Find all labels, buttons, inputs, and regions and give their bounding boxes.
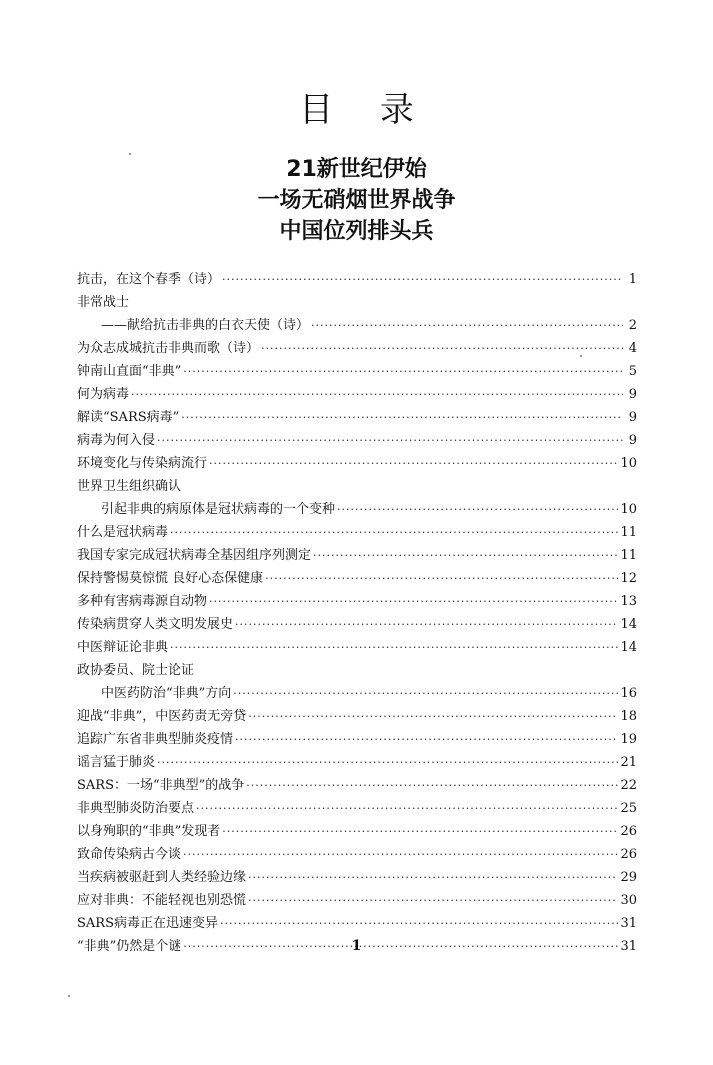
toc-entry-page: 14 [620,617,637,632]
toc-entry-page: 10 [620,456,637,471]
toc-entry [77,797,637,820]
toc-entry-title: 解读“SARS病毒” [77,410,180,425]
toc-entry [77,613,637,636]
toc-entry-title: 追踪广东省非典型肺炎疫情 [77,732,234,747]
toc-entry [77,521,637,544]
toc-entry-page: 11 [620,548,637,563]
toc-entry-title: 为众志成城抗击非典而歌（诗） [77,341,260,356]
toc-entry [77,360,637,383]
table-of-contents [77,268,637,958]
toc-entry-title: SARS：一场“非典型”的战争 [77,778,245,793]
dot-leader [235,728,618,751]
toc-entry [77,544,637,567]
toc-entry [77,636,637,659]
scan-speck [129,153,131,155]
dot-leader [170,521,618,544]
dot-leader [337,498,618,521]
toc-entry-title: 非典型肺炎防治要点 [77,801,195,816]
toc-entry-page: 12 [620,571,637,586]
section-title [0,154,713,247]
toc-entry-title: 以身殉职的“非典”发现者 [77,824,221,839]
toc-entry-page: 10 [620,502,637,517]
scan-speck [580,355,582,357]
toc-entry-page: 22 [620,778,637,793]
toc-entry-title: 谣言猛于肺炎 [77,755,156,770]
toc-entry-title: 传染病贯穿人类文明发展史 [77,617,234,632]
toc-entry-title: 中医药防治“非典”方向 [101,686,232,701]
dot-leader [181,406,623,429]
toc-entry-title: 引起非典的病原体是冠状病毒的一个变种 [101,502,336,517]
dot-leader [170,636,618,659]
toc-entry [77,452,637,475]
dot-leader [196,797,618,820]
toc-entry-page: 19 [620,732,637,747]
dot-leader [157,429,623,452]
toc-entry-title: 病毒为何入侵 [77,433,156,448]
toc-entry-page: 9 [628,410,637,425]
toc-entry-page: 5 [628,364,637,379]
toc-entry [77,728,637,751]
toc-entry [77,843,637,866]
toc-entry-page: 16 [620,686,637,701]
toc-entry [77,383,637,406]
toc-entry-title: 何为病毒 [77,387,130,402]
toc-entry [77,406,637,429]
page-title: 目 录 [299,90,432,130]
toc-entry [77,820,637,843]
dot-leader [209,452,618,475]
toc-entry [77,912,637,935]
dot-leader [235,613,618,636]
toc-entry-page: 26 [620,824,637,839]
dot-leader [222,820,618,843]
toc-entry-page: 18 [620,709,637,724]
toc-entry-title: 政协委员、院士论证 [77,663,195,678]
scan-speck [68,995,70,997]
toc-entry-title: 非常战士 [77,295,130,310]
toc-entry-page: 4 [628,341,637,356]
toc-entry-title: SARS病毒正在迅速变异 [77,916,218,931]
toc-entry-title: 迎战“非典”，中医药责无旁贷 [77,709,247,724]
toc-entry-title: 我国专家完成冠状病毒全基因组序列测定 [77,548,312,563]
toc-entry-page: 14 [620,640,637,655]
toc-entry-title: 钟南山直面“非典” [77,364,182,379]
dot-leader [220,912,618,935]
toc-entry-page: 29 [620,870,637,885]
toc-entry-page: 21 [620,755,637,770]
dot-leader [183,843,618,866]
page-number: 1 [351,938,362,954]
dot-leader [183,360,623,383]
toc-entry [77,774,637,797]
toc-entry [77,659,637,682]
toc-entry-title: 世界卫生组织确认 [77,479,182,494]
dot-leader [222,268,623,291]
toc-entry [77,751,637,774]
toc-entry [77,866,637,889]
toc-entry [77,590,637,613]
dot-leader [265,567,618,590]
dot-leader [233,682,618,705]
dot-leader [209,590,618,613]
toc-entry [77,889,637,912]
toc-entry [77,337,637,360]
section-title-line-3: 中国位列排头兵 [279,219,434,244]
toc-entry [77,429,637,452]
toc-entry [77,567,637,590]
toc-entry-title: ——献给抗击非典的白衣天使（诗） [101,318,310,333]
toc-entry-title: 致命传染病古今谈 [77,847,182,862]
toc-entry-page: 11 [620,525,637,540]
toc-entry-title: 什么是冠状病毒 [77,525,169,540]
dot-leader [157,751,618,774]
toc-entry-page: 25 [620,801,637,816]
dot-leader [248,866,618,889]
toc-entry-page: 2 [628,318,637,333]
toc-entry-page: 30 [620,893,637,908]
dot-leader [313,544,618,567]
dot-leader [246,774,618,797]
toc-entry-page: 9 [628,433,637,448]
toc-entry [77,475,637,498]
section-title-line-1: 21新世纪伊始 [286,157,427,182]
toc-entry [77,268,637,291]
toc-entry-page: 1 [628,272,637,287]
toc-entry-page: 26 [620,847,637,862]
toc-entry-page: 13 [620,594,637,609]
toc-entry [77,705,637,728]
toc-entry [77,498,637,521]
toc-entry-title: 当疾病被驱赶到人类经验边缘 [77,870,247,885]
toc-entry-title: 保持警惕莫惊慌 良好心态保健康 [77,571,264,586]
dot-leader [131,383,623,406]
toc-entry [77,682,637,705]
toc-entry-page: 9 [628,387,637,402]
toc-entry-title: 抗击，在这个春季（诗） [77,272,221,287]
toc-entry-title: 环境变化与传染病流行 [77,456,208,471]
toc-entry [77,291,637,314]
toc-entry [77,314,637,337]
dot-leader [248,705,618,728]
dot-leader [311,314,623,337]
toc-entry-page: 31 [620,939,637,954]
toc-entry-page: 31 [620,916,637,931]
toc-entry-title: 多种有害病毒源自动物 [77,594,208,609]
toc-entry-title: “非典”仍然是个谜 [77,939,182,954]
dot-leader [261,337,623,360]
toc-entry-title: 应对非典：不能轻视也别恐慌 [77,893,247,908]
section-title-line-2: 一场无硝烟世界战争 [257,188,456,213]
dot-leader [248,889,618,912]
toc-entry-title: 中医辩证论非典 [77,640,169,655]
